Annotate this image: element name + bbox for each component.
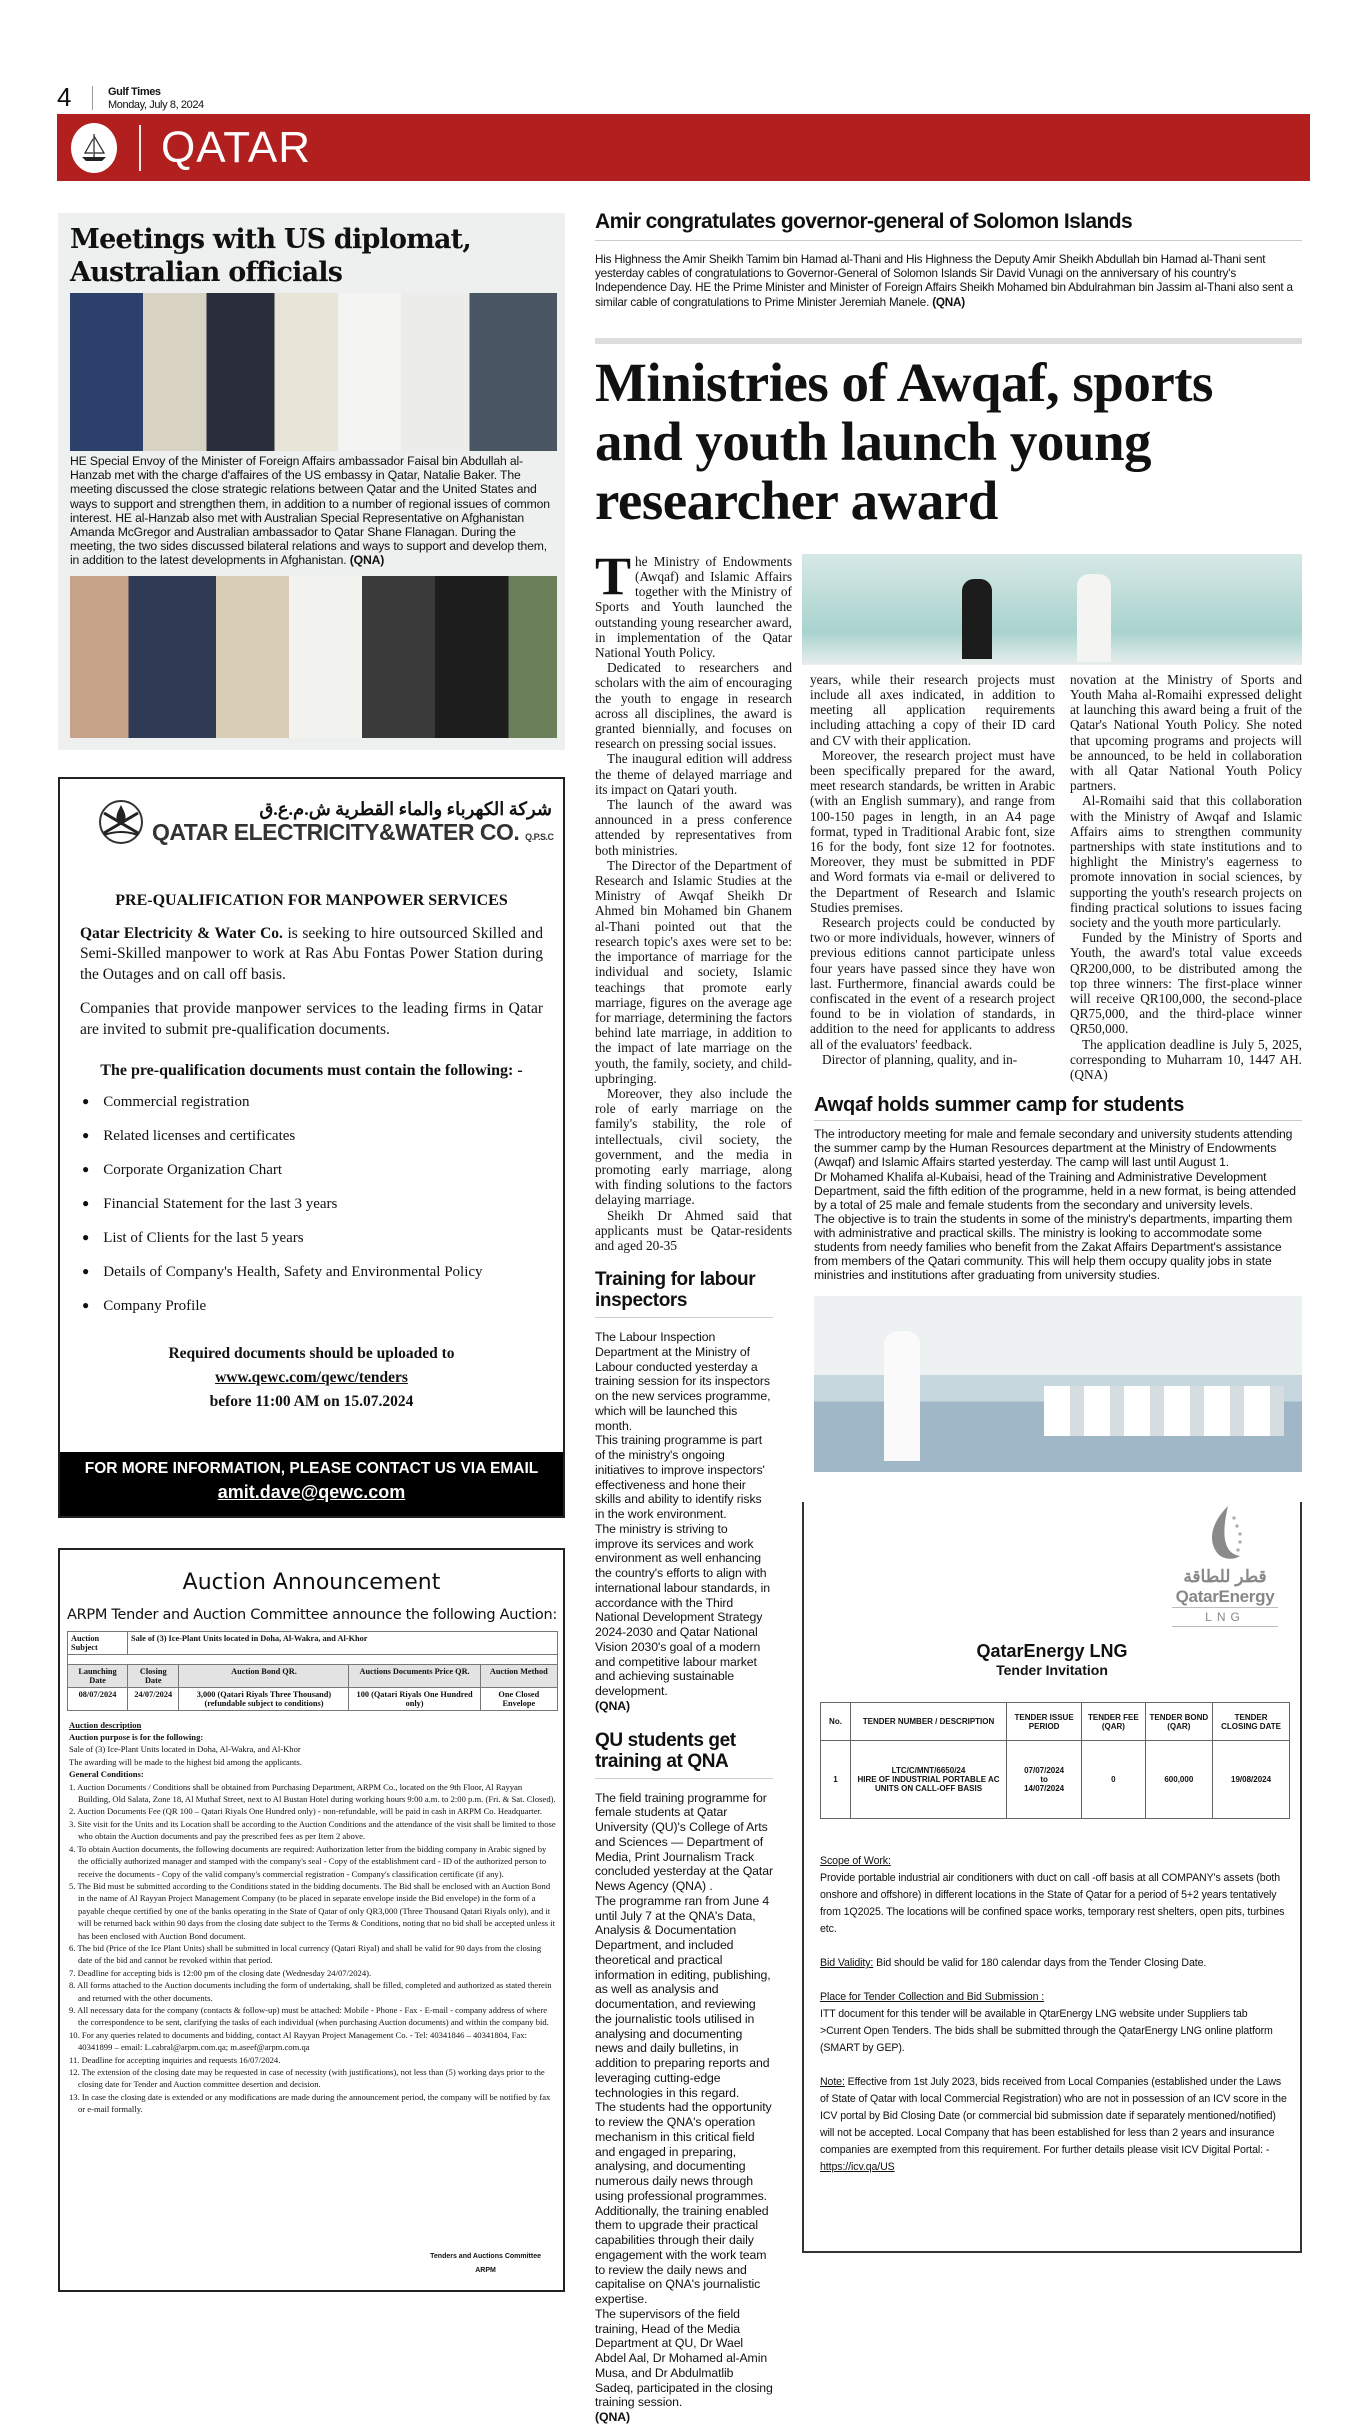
auction-description [69,1719,556,2116]
banner-divider [139,125,141,171]
qewc-arabic-name: شركة الكهرباء والماء القطرية ش.م.ع.ق [259,798,552,819]
auction-table [67,1631,558,1711]
cell-closing: 19/08/2024 [1213,1741,1290,1819]
condition-item: 13. In case the closing date is extended or any modifications are made during the announcement period, the company will be notified by fax or e-mail formally. [69,2091,551,2115]
subject-value: Sale of (3) Ice-Plant Units located in Doha, Al-Wakra, and Al-Khor [128,1631,558,1654]
col-header: TENDER BOND (QAR) [1145,1703,1213,1741]
scope-label: Scope of Work: [820,1855,891,1868]
conditions-label: General Conditions: [69,1769,144,1780]
desc-label: Auction description [69,1719,142,1730]
qewc-name: QATAR ELECTRICITY&WATER CO. [152,818,520,845]
purpose-text: Sale of (3) Ice-Plant Units located in Doha, Al-Wakra, and Al-Khor [69,1744,301,1755]
qewc-heading: PRE-QUALIFICATION FOR MANPOWER SERVICES [115,891,508,909]
col-header: Closing Date [128,1664,179,1687]
meeting-photo-australian-officials [70,576,557,738]
condition-item: 7. Deadline for accepting bids is 12:00 pm of the closing date (Wednesday 24/07/2024). [69,1967,372,1978]
qatarenergy-arabic: قطر للطاقة [1183,1567,1267,1587]
qatarenergy-wordmark: QatarEnergy [1172,1587,1278,1608]
paragraph: The objective is to train the students in some of the ministry's departments, imparting them with administrative and practical skills. The ministry is looking to accommodate some students from needy families who benefit from the Zakat Affairs Department's assistance from members of the Qatari community. This will help them occupy quality jobs in state ministries and institutions after graduating from university studies. [814,1211,1293,1283]
auction-title: Auction Announcement [182,1569,441,1595]
col-header: TENDER CLOSING DATE [1213,1703,1290,1741]
newspaper-name: Gulf Times [108,86,161,98]
narrow-column [595,545,792,2425]
paragraph: Dr Mohamed Khalifa al-Kubaisi, head of the Training and Administrative Development Department, said the fifth edition of the programme, held in a new format, is being attended by a total of 25 male and female students from the secondary and university levels. [814,1169,1296,1212]
paragraph: Funded by the Ministry of Sports and Youth, the award's total value exceeds QR200,000, to be distributed among the top three winners: The first-place winner will receive QR100,000, the second-place QR75,000, and the third-place winner QR50,000. [1070,930,1302,1037]
qewc-intro-text: is seeking to hire outsourced Skilled and Semi-Skilled manpower to work at Ras Abu Fontas Power Station during the Outages and on call off basis. [80,924,543,983]
col-header: Auctions Documents Price QR. [349,1664,480,1687]
cell: 100 (Qatari Riyals One Hundred only) [349,1687,480,1710]
paragraph: The launch of the award was announced in a press conference attended by representatives from both ministries. [595,797,792,858]
qewc-deadline: before 11:00 AM on 15.07.2024 [209,1393,414,1411]
cell: 3,000 (Qatari Riyals Three Thousand) (refundable subject to conditions) [179,1687,349,1710]
qatarenergy-logo [1172,1502,1278,1627]
article-column-1 [595,545,792,1253]
article-column-2 [810,672,1055,1082]
meeting-photo-us-diplomat [70,293,557,451]
dhow-logo-icon [71,123,117,173]
validity-section [820,1955,1290,1972]
list-item: ● Financial Statement for the last 3 years [82,1196,563,1230]
spacer-row [68,1654,558,1664]
tender-subtitle: Tender Invitation [996,1662,1108,1679]
conditions-list [69,1781,556,2116]
list-item: ● Commercial registration [82,1094,563,1128]
scope-text: Provide portable industrial air conditioners with duct on call -off basis at all COMPANY's assets (both onshore and offshore) in different locations in the State of Qatar for a period of 5+2 years tentatively from 1Q2025. The locations will be confined space works, temporary rest shelters, open pits, turbines etc. [820,1872,1285,1936]
condition-item: 1. Auction Documents / Conditions shall be obtained from Purchasing Department, ARPM Co., located on the 9th Floor, Al Rayyan Building, Old Salata, Zone 18, Al Muthaf Street, next to Al Bustan Hotel during working hours 9:00 a.m. to 2:00 p.m. (Fri. & Sat. Closed). [69,1781,556,1805]
auction-subtitle: ARPM Tender and Auction Committee announce the following Auction: [67,1606,557,1623]
qewc-english-name [152,819,554,846]
tender-number: LTC/C/MNT/6650/24 [891,1766,966,1776]
wide-column [802,554,1302,2254]
table-row [68,1687,558,1710]
qatarenergy-lng: LNG [1172,1608,1278,1627]
camp-body [814,1127,1302,1282]
condition-item: 3. Site visit for the Units and its Location shall be according to the Auction Conditions and the attendance of the visit shall be limited to those who obtain the Auction documents and pay the prescribed fees as per Item 2 above. [69,1818,556,1842]
note-section [820,2074,1290,2176]
cell-period [1007,1741,1082,1819]
issue-date: Monday, July 8, 2024 [108,99,204,111]
qewc-upload-note: Required documents should be uploaded to [168,1345,455,1363]
presenter-figure [884,1331,920,1461]
qu-source: (QNA) [595,2410,631,2425]
main-headline: Ministries of Awqaf, sports and youth launch young researcher award [595,351,1213,531]
col-header: TENDER ISSUE PERIOD [1007,1703,1082,1741]
caption-text: HE Special Envoy of the Minister of Foreign Affairs ambassador Faisal bin Abdullah al-Hanzab met with the charge d'affaires of the US embassy in Qatar, Natalie Baker. The meeting discussed the close strategic relations between Qatar and the United States and ways to support and strengthen them, in addition to a number of regional issues of common interest. HE al-Hanzab also met with Australian Special Representative on Afghanistan Amanda McGregor and Australian ambassador to Qatar Shane Flanagan. During the meeting, the two sides discussed bilateral relations and ways to support and develop them, in addition to the latest developments in Afghanistan. [70,454,550,568]
period-end: 14/07/2024 [1024,1784,1065,1794]
paragraph: This training programme is part of the ministry's ongoing initiatives to improve inspectors' effectiveness and hone their skills and ability to identify risks in the work environment. [595,1433,765,1522]
list-item: ● Related licenses and certificates [82,1128,563,1162]
speaker-figure [962,579,992,659]
qewc-logo [98,799,563,846]
amir-text: His Highness the Amir Sheikh Tamim bin Hamad al-Thani and His Highness the Deputy Amir Sheikh Abdullah bin Hamad al-Thani sent yesterday cables of congratulations to Governor-General of Solomon Islands Sir David Vunagi on the anniversary of his country's Independence Day. HE the Prime Minister and Minister of Foreign Affairs Sheikh Mohamed bin Abdulrahman bin Jassim al-Thani also sent a similar cable of congratulations to Prime Minister Jeremiah Manele. [595,253,1293,309]
cell-bond: 600,000 [1145,1741,1213,1819]
condition-item: 10. For any queries related to documents and bidding, contact Al Rayyan Project Management Co. - Tel: 40341846 – 40341804, Fax: 40341899 – email: L.cabral@arpm.com.qa; m.aseef@arpm.com.qa [69,2029,527,2053]
paragraph: The supervisors of the field training, Head of the Media Department at QU, Dr Wael Abdel Aal, Dr Mohamed al-Amin Musa, and Dr Abdulmatlib Sadeq, participated in the closing training session. [595,2306,773,2410]
list-item: ● Details of Company's Health, Safety and Environmental Policy [82,1264,563,1298]
cell: One Closed Envelope [480,1687,557,1710]
paragraph: Dedicated to researchers and scholars with the aim of encouraging the youth to engage in research across all disciplines, the award is granted biennially, and focuses on research on pressing social issues. [595,660,792,752]
qewc-tenders-link[interactable]: www.qewc.com/qewc/tenders [215,1369,408,1387]
auction-announcement [58,1548,565,2292]
qewc-emblem-icon [98,799,144,845]
list-item: ● Company Profile [82,1298,563,1332]
cell-fee: 0 [1082,1741,1145,1819]
col-header: TENDER NUMBER / DESCRIPTION [851,1703,1007,1741]
qatarenergy-tender-ad [802,1502,1302,2253]
place-section [820,1989,1290,2057]
table-row [821,1741,1290,1819]
paragraph: Research projects could be conducted by two or more individuals, however, winners of previous editions cannot participate unless four years have passed since they have won last. Furthermore, financial awards could be confiscated in the event of a research project found to be in violation of standards, in addition to the need for applicants to address all of the evaluators' feedback. [810,915,1055,1052]
qewc-contact-bar [60,1452,563,1516]
qewc-company: Qatar Electricity & Water Co. [80,924,283,942]
paragraph: The ministry is striving to improve its services and work environment as well enhancing the country's efforts to align with international labour standards, in accordance with the Third National Development Strategy 2024-2030 and Qatar National Vision 2030's goal of a modern and competitive labour market and achieving sustainable development. [595,1521,771,1699]
condition-item: 6. The bid (Price of the Ice Plant Units) shall be submitted in local currency (Qatari Riyal) and shall be valid for 90 days from the closing date of the bid and cannot be revoked within that period. [69,1942,542,1966]
qewc-advertisement [58,777,565,1518]
condition-item: 12. The extension of the closing date may be requested in case of necessity (with justifications), not less than (5) working days prior to the closing date for Tender and Auction committee desertion and decision. [69,2067,545,2090]
qewc-intro [80,924,543,986]
paragraph: Moreover, they also include the role of early marriage on the family's stability, the role of intellectuals, civil society, the government, and the media in promoting early marriage, along with finding solutions to the factors delaying marriage. [595,1085,792,1208]
cell-no: 1 [821,1741,851,1819]
qatarenergy-drop-icon [1200,1502,1250,1562]
note-label: Note: [820,2076,845,2089]
period-start: 07/07/2024 [1024,1766,1065,1776]
signature-committee: Tenders and Auctions Committee [430,2252,541,2260]
condition-item: 2. Auction Documents Fee (QR 100 – Qatari Riyals One Hundred only) - non-refundable, will be paid in cash in ARPM Co. Headquarter. [69,1806,543,1817]
qewc-invite: Companies that provide manpower services to the leading firms in Qatar are invited to submit pre-qualification documents. [80,1000,543,1038]
qu-paragraphs [595,1791,773,2411]
qewc-contact-text: FOR MORE INFORMATION, PLEASE CONTACT US VIA EMAIL [84,1459,539,1477]
award-launch-photo [802,554,1302,665]
condition-item: 5. The Bid must be submitted according to the Conditions stated in the bidding documents. The Bid shall be enclosed with an Auction Bond in the name of Al Rayyan Project Management Company (to be placed in separate envelope inside the Bid envelope) in the form of a payable cheque certified by one of the banks operating in the State of Qatar of only QR3,000 (Three Thousand Qatari Riyals only), and it will be returned back within 90 days from the closing date subject to the Terms & Conditions, noting that no bid shall be accepted unless it has been enclosed with Auction Bond document. [69,1880,556,1941]
list-item: ● List of Clients for the last 5 years [82,1230,563,1264]
place-label: Place for Tender Collection and Bid Submission : [820,1991,1045,2004]
paragraph: Sheikh Dr Ahmed said that applicants must be Qatar-residents and aged 20-35 [595,1207,792,1253]
paragraph: The Ministry of Endowments (Awqaf) and Islamic Affairs together with the Ministry of Sports and Youth launched the outstanding young researcher award, in implementation of the Qatar National Youth Policy. [595,545,792,661]
page-number: 4 [57,82,72,112]
training-headline: Training for labour inspectors [595,1269,773,1318]
training-body [595,1330,773,1714]
paragraph: Al-Romaihi said that this collaboration with the Ministry of Awqaf and Islamic Affairs aims to strengthen community partnerships with state institutions and to highlight the Ministry's eagerness to promote innovation in social sciences, by supporting the youth's research projects on finding practical solutions to issues facing society and the youth more particularly. [1070,793,1302,931]
qu-headline: QU students get training at QNA [595,1730,773,1779]
tender-details [820,1853,1290,2176]
tender-description: HIRE OF INDUSTRIAL PORTABLE AC UNITS ON CALL-OFF BASIS [857,1775,1000,1794]
icv-portal-link[interactable]: https://icv.qa/US [820,2161,895,2174]
col-header: No. [821,1703,851,1741]
cell-description [851,1741,1007,1819]
col-header: TENDER FEE (QAR) [1082,1703,1145,1741]
training-paragraphs [595,1330,773,1699]
col-header: Launching Date [68,1664,128,1687]
left-column [58,213,565,2292]
period-to: to [1040,1775,1048,1785]
meetings-caption [70,454,557,568]
validity-text: Bid should be valid for 180 calendar days from the Tender Closing Date. [873,1957,1207,1970]
list-item: ● Corporate Organization Chart [82,1162,563,1196]
article-column-3 [1070,672,1302,1082]
signature-org: ARPM [475,2266,496,2274]
award-text: The awarding will be made to the highest bid among the applicants. [69,1756,302,1767]
article-columns [810,672,1302,1082]
right-column [595,210,1302,2425]
validity-label: Bid Validity: [820,1957,874,1970]
section-title: QATAR [161,122,312,172]
condition-item: 8. All forms attached to the Auction documents including the form of undertaking, shall be filled, completed and authorized as stated therein and returned with the other documents. [69,1980,552,2003]
amir-source: (QNA) [932,295,965,309]
cell: 08/07/2024 [68,1687,128,1710]
place-text: ITT document for this tender will be available in QtarEnergy LNG website under Suppliers tab >Current Open Tenders. The bids shall be submitted through the QatarEnergy LNG online platform (SMART by GEP). [820,2008,1273,2055]
paragraph: years, while their research projects must include all axes indicated, in addition to meeting all application requirements including attaching a copy of their ID card and CV with their application. [810,671,1055,748]
qewc-requirements [82,1094,563,1332]
caption-source: (QNA) [349,553,385,568]
paragraph: The application deadline is July 5, 2025, corresponding to Muharram 10, 1447 AH. (QNA) [1070,1036,1302,1083]
story-area [595,545,1302,2425]
meetings-story [58,213,565,750]
amir-body [595,253,1302,310]
paragraph: Moreover, the research project must have been specifically prepared for the award, meet research standards, be written in Arabic (with an English summary), and range from 100-150 pages in length, in an A4 page format, typed in Traditional Arabic font, size 16 for the body, font size 12 for footnotes. Moreover, they must be submitted in PDF and Word formats via e-mail or delivered to the Department of Research and Islamic Studies premises. [810,747,1055,915]
table-header-row [821,1703,1290,1741]
paragraph: The Labour Inspection Department at the Ministry of Labour conducted yesterday a training session for its inspectors on the new services programme, which will be launched this month. [595,1330,771,1433]
paragraph: Director of planning, quality, and in- [822,1051,1018,1067]
condition-item: 4. To obtain Auction documents, the following documents are required: Authorization letter from the bidding company in Arabic signed by the officially authorized manager and stamped with the company's seal - Copy of the establishment card - ID of the authorized person to receive the documents - Copy of the valid company's commercial registration - Company's classification certificate (if any). [69,1843,547,1879]
paragraph: The field training programme for female students at Qatar University (QU)'s College of Arts and Sciences — Department of Media, Print Journalism Track concluded yesterday at the Qatar News Agency (QNA) . [595,1790,773,1894]
paragraph: novation at the Ministry of Sports and Youth Maha al-Romaihi expressed delight at launching this award being a fruit of the Qatar's National Youth Policy. She noted that upcoming programs and projects will be announced, to be held in collaboration with all Qatar National Youth Policy partners. [1070,671,1302,794]
qu-body [595,1791,773,2425]
meetings-headline: Meetings with US diplomat, Australian officials [70,224,471,288]
col-header: Auction Method [480,1664,557,1687]
students-group [1044,1386,1284,1436]
auction-signature [430,2236,541,2278]
amir-headline: Amir congratulates governor-general of Solomon Islands [595,210,1302,241]
paragraph: Additionally, the training enabled them to upgrade their practical capabilities through their daily engagement with the work team to review the daily news and capitalise on QNA's journalistic expertise. [595,2203,769,2307]
col-header: Auction Bond QR. [179,1664,349,1687]
paragraph: The inaugural edition will address the theme of delayed marriage and its impact on Qatari youth. [595,751,792,797]
training-source: (QNA) [595,1698,631,1713]
condition-item: 11. Deadline for accepting inquiries and requests 16/07/2024. [69,2054,281,2065]
paragraph: The Director of the Department of Research and Islamic Studies at the Ministry of Awqaf Sheikh Dr Ahmed bin Mohamed bin Ghanem al-Thani pointed out that the research topic's axes were set to be: the importance of marriage for the individual and society, Islamic teachings that promote early marriage, figures on the average age for marriage, determining the factors behind late marriage, in addition to the impact of late marriage on the youth, the family, society, and child-upbringing. [595,857,792,1086]
paragraph: The students had the opportunity to review the QNA's operation mechanism in this critical field and engaged in preparing, analysing, and documenting numerous daily news through using professional programmes. [595,2100,772,2203]
table-header-row [68,1664,558,1687]
tender-table [820,1702,1290,1819]
section-rule [595,338,1302,344]
tender-company-title: QatarEnergy LNG [976,1641,1128,1662]
cell: 24/07/2024 [128,1687,179,1710]
note-text: Effective from 1st July 2023, bids received from Local Companies (established under the Laws of State of Qatar with local Commercial Registration) who are not in possession of an ICV score in the ICV portal by Bid Closing Date (or commercial bid submission date if separately mentioned/notified) will not be accepted. Local Company that has been established for less than 2 years and insurance companies are exempted from this requirement. For further details please visit ICV Digital Portal: - [820,2076,1287,2157]
subject-label: Auction Subject [68,1631,128,1654]
section-banner [57,114,1310,181]
qewc-email-link[interactable]: amit.dave@qewc.com [217,1481,406,1502]
summer-camp-photo [814,1296,1302,1472]
camp-headline: Awqaf holds summer camp for students [814,1094,1302,1121]
header-divider [92,86,93,110]
speaker-figure [1077,574,1111,662]
paragraph: The programme ran from June 4 until July 7 at the QNA's Data, Analysis & Documentation Department, and included theoretical and practical information in editing, publishing, as well as analysis and documentation, and reviewing the journalistic tools utilised in analysing and documenting news and daily bulletins, in addition to preparing reports and leveraging cutting-edge technologies in this regard. [595,1893,771,2100]
qewc-list-heading: The pre-qualification documents must contain the following: - [100,1062,523,1080]
condition-item: 9. All necessary data for the company (contacts & follow-up) must be attached: Mobile - Phone - Fax - E-mail - company address of where the correspondence to be sent, clarifying the tasks of each individual (when purchasing Auction documents) and within the company bid. [69,2004,549,2028]
purpose-label: Auction purpose is for the following: [69,1732,204,1743]
paragraph: The introductory meeting for male and female secondary and university students attending the summer camp by the Human Resources department at the Ministry of Endowments (Awqaf) and Islamic Affairs started yesterday. The camp will last until August 1. [814,1127,1293,1170]
qewc-suffix: Q.P.S.C [525,831,554,842]
scope-section [820,1853,1290,1938]
